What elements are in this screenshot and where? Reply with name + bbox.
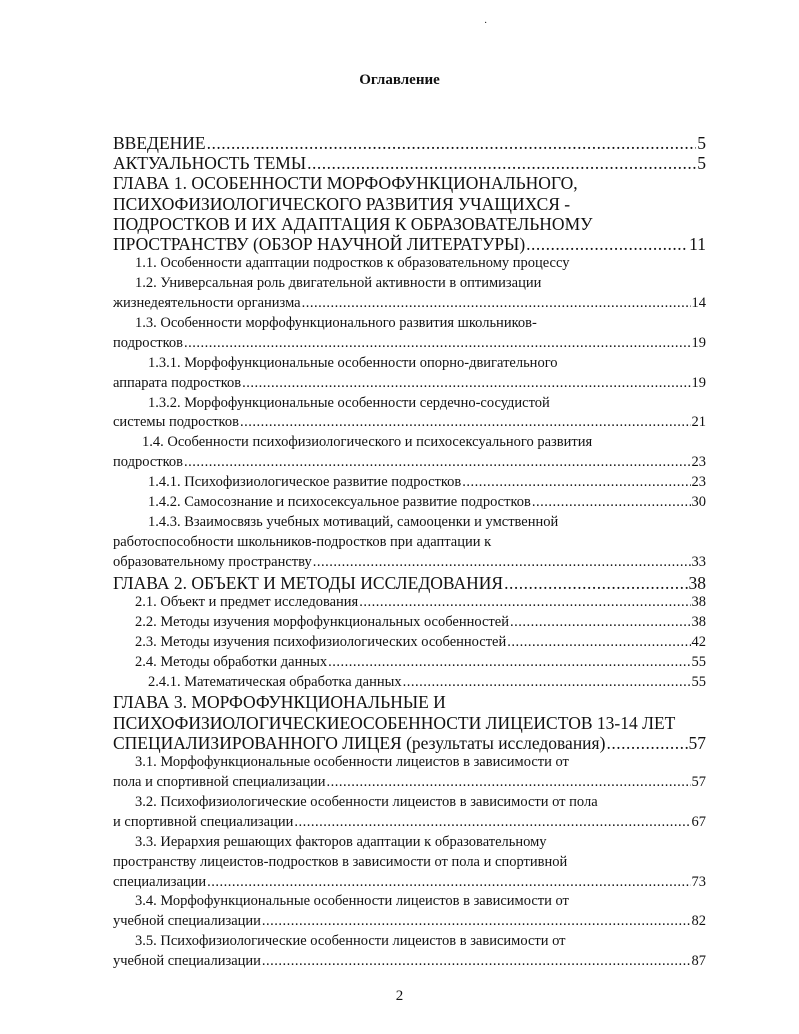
toc-entry <box>113 932 706 972</box>
toc-entry-title: 2.1. Объект и предмет исследования <box>135 593 359 610</box>
toc-page-number: 57 <box>691 773 706 790</box>
toc-entry-title: 3.4. Морфофункциональные особенности лицеистов в зависимости от <box>135 893 569 910</box>
toc-page-number: 38 <box>688 572 706 593</box>
toc-entry-title: 2.3. Методы изучения психофизиологических особенностей <box>135 633 507 650</box>
dot-leader <box>307 153 696 173</box>
toc-entry-title: работоспособности школьников-подростков при адаптации к <box>113 533 492 550</box>
toc-entry-title: 1.1. Особенности адаптации подростков к образовательному процессу <box>135 255 570 272</box>
toc-entry-title: 1.3.1. Морфофункциональные особенности опорно-двигательного <box>148 354 558 371</box>
dot-leader <box>510 613 691 633</box>
dot-leader <box>359 593 690 613</box>
toc-entry-title: ГЛАВА 1. ОСОБЕННОСТИ МОРФОФУНКЦИОНАЛЬНОГО, <box>113 173 578 194</box>
toc-entry-title: 1.4.1. Психофизиологическое развитие подростков <box>148 474 462 491</box>
toc-entry-title: жизнедеятельности организма <box>113 295 301 312</box>
toc-entry-title: ГЛАВА 3. МОРФОФУНКЦИОНАЛЬНЫЕ И <box>113 692 446 713</box>
toc-page-number: 42 <box>691 633 706 650</box>
dot-leader <box>242 374 690 394</box>
toc-entry-title: 1.4.2. Самосознание и психосексуальное развитие подростков <box>148 494 531 511</box>
toc-entry <box>113 613 706 633</box>
toc-entry-title: ПСИХОФИЗИОЛОГИЧЕСКИЕОСОБЕННОСТИ ЛИЦЕИСТОВ 13-14 ЛЕТ <box>113 712 676 733</box>
toc-entry-title: пространству лицеистов-подростков в зависимости от пола и спортивной <box>113 853 568 870</box>
toc-entry-title: специализации <box>113 873 207 890</box>
toc-entry-title: учебной специализации <box>113 913 261 930</box>
toc-entry-title: ПРОСТРАНСТВУ (ОБЗОР НАУЧНОЙ ЛИТЕРАТУРЫ) <box>113 234 526 255</box>
toc-entry <box>113 354 706 394</box>
dot-leader <box>328 653 690 673</box>
toc-entry <box>113 274 706 314</box>
toc-entry <box>113 692 706 753</box>
dot-leader <box>240 413 691 433</box>
toc-entry-title: аппарата подростков <box>113 374 242 391</box>
toc-entry-title: 3.5. Психофизиологические особенности лицеистов в зависимости от <box>135 933 566 950</box>
toc-entry <box>113 633 706 653</box>
dot-leader <box>294 813 690 833</box>
dot-leader <box>532 493 691 513</box>
toc-entry <box>113 173 706 254</box>
toc-entry-title: СПЕЦИАЛИЗИРОВАННОГО ЛИЦЕЯ (результаты исследования) <box>113 732 606 753</box>
toc-entry <box>113 673 706 693</box>
toc-entry <box>113 133 706 153</box>
toc-entry <box>113 473 706 493</box>
toc-page-number: 57 <box>688 732 706 753</box>
toc-page-number: 21 <box>691 414 706 431</box>
toc-entry-title: 1.4. Особенности психофизиологического и психосексуального развития <box>142 434 593 451</box>
toc-entry <box>113 394 706 434</box>
toc-entry <box>113 314 706 354</box>
toc-entry <box>113 753 706 793</box>
toc-entry-title: 1.3. Особенности морфофункционального развития школьников- <box>135 314 537 331</box>
toc-page-number: 5 <box>697 153 706 174</box>
toc-entry-title: подростков <box>113 454 184 471</box>
dot-leader <box>302 294 691 314</box>
dot-leader <box>606 733 687 753</box>
dot-leader <box>327 773 691 793</box>
toc-page-number: 87 <box>691 953 706 970</box>
toc-entry-title: 2.4. Методы обработки данных <box>135 653 328 670</box>
toc-entry-title: 2.4.1. Математическая обработка данных <box>148 673 402 690</box>
toc-entry-title: ГЛАВА 2. ОБЪЕКТ И МЕТОДЫ ИССЛЕДОВАНИЯ <box>113 572 504 593</box>
toc-entry-title: 2.2. Методы изучения морфофункциональных особенностей <box>135 613 509 630</box>
toc-entry <box>113 254 706 274</box>
dot-leader <box>313 553 691 573</box>
toc-entry <box>113 593 706 613</box>
toc-entry-title: ПСИХОФИЗИОЛОГИЧЕСКОГО РАЗВИТИЯ УЧАЩИХСЯ - <box>113 193 571 214</box>
toc-page-number: 30 <box>691 494 706 511</box>
toc-page-number: 55 <box>691 673 706 690</box>
header-mark: · <box>484 18 488 29</box>
toc-entry-title: образовательному пространству <box>113 553 312 570</box>
toc-entry-title: 3.2. Психофизиологические особенности лицеистов в зависимости от пола <box>135 793 598 810</box>
toc-entry <box>113 513 706 573</box>
dot-leader <box>184 334 690 354</box>
dot-leader <box>462 473 690 493</box>
toc-entry-title: 1.4.3. Взаимосвязь учебных мотиваций, самооценки и умственной <box>148 514 559 530</box>
toc-page-number: 73 <box>691 873 706 890</box>
toc-entry <box>113 653 706 673</box>
toc-page-number: 55 <box>691 653 706 670</box>
toc-entry-title: учебной специализации <box>113 953 261 970</box>
toc-entry <box>113 153 706 173</box>
dot-leader <box>507 633 690 653</box>
dot-leader <box>184 453 690 473</box>
page-number: 2 <box>395 988 404 1004</box>
dot-leader <box>526 234 688 254</box>
toc-page-number: 14 <box>691 295 706 312</box>
dot-leader <box>207 873 690 893</box>
toc-entry-title: пола и спортивной специализации <box>113 773 326 790</box>
toc-page-number: 11 <box>689 234 706 255</box>
toc-entry <box>113 573 706 593</box>
dot-leader <box>207 133 697 153</box>
dot-leader <box>262 912 691 932</box>
toc-entry-title: подростков <box>113 334 184 351</box>
toc-page-number: 67 <box>691 813 706 830</box>
toc-entry-title: системы подростков <box>113 414 239 431</box>
dot-leader <box>262 952 691 972</box>
toc-entry-title: 1.2. Универсальная роль двигательной активности в оптимизации <box>135 275 542 292</box>
toc-page-number: 38 <box>691 593 706 610</box>
toc-entry <box>113 493 706 513</box>
toc-entry <box>113 793 706 833</box>
toc-entry-title: и спортивной специализации <box>113 813 294 830</box>
toc-entry-title: 1.3.2. Морфофункциональные особенности сердечно-сосудистой <box>148 394 550 411</box>
toc-page-number: 23 <box>691 474 706 491</box>
toc-entry-title: АКТУАЛЬНОСТЬ ТЕМЫ <box>113 153 307 174</box>
table-of-contents <box>113 133 706 972</box>
toc-entry-title: 3.3. Иерархия решающих факторов адаптации к образовательному <box>135 833 547 850</box>
toc-entry-title: ПОДРОСТКОВ И ИХ АДАПТАЦИЯ К ОБРАЗОВАТЕЛЬНОМУ <box>113 213 593 234</box>
toc-entry-title: ВВЕДЕНИЕ <box>113 133 206 153</box>
toc-entry-title: 3.1. Морфофункциональные особенности лицеистов в зависимости от <box>135 754 569 771</box>
toc-entry <box>113 892 706 932</box>
toc-page-number: 5 <box>697 133 706 153</box>
toc-entry <box>113 833 706 893</box>
dot-leader <box>403 673 691 693</box>
toc-page-number: 82 <box>691 913 706 930</box>
toc-page-number: 23 <box>691 454 706 471</box>
toc-page-number: 19 <box>691 334 706 351</box>
toc-page-number: 19 <box>691 374 706 391</box>
toc-entry <box>113 433 706 473</box>
toc-page-number: 33 <box>691 553 706 570</box>
dot-leader <box>504 573 687 593</box>
page-title: Оглавление <box>359 72 440 88</box>
toc-page-number: 38 <box>691 613 706 630</box>
